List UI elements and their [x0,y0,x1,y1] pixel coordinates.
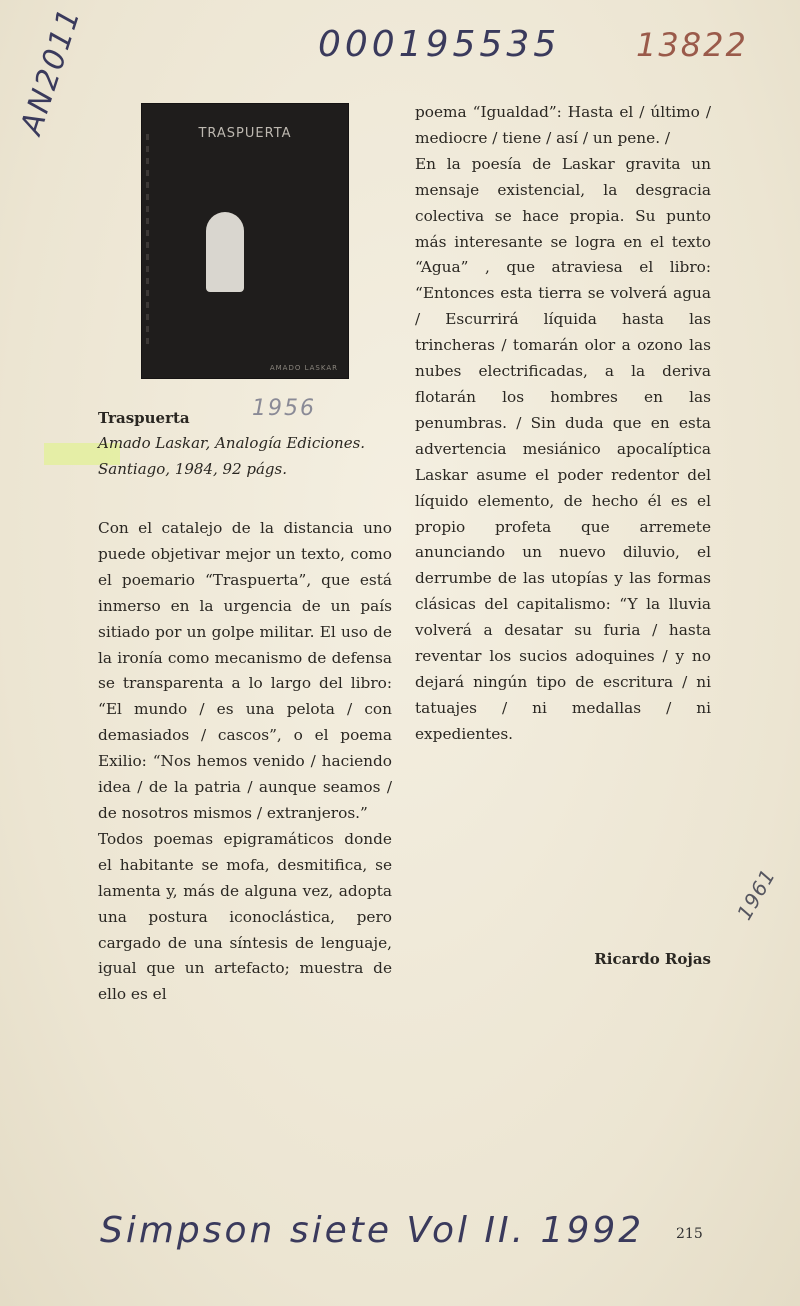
right-paragraph-2: En la poesía de Laskar gravita un mensaje existencial, la desgracia colectiva se hace propia. Su punto más interesante se logra en el texto “Agua” , que atraviesa el libro: “Entonces esta tierra se volverá agua / Escurrirá líquida hasta las trincheras / tomarán olor a ozono las nubes electrificadas, a la deriva flotarán los hombres en las penumbras. / Sin duda que en esta advertencia mesiánico apocalíptica Laskar asume el poder redentor del líquido elemento, de hecho él es el propio profeta que arremete anunciando un nuevo diluvio, el derrumbe de las utopías y las formas clásicas del capitalismo: “Y la lluvia volverá a desatar su furia / hasta reventar los sucios adoquines / y no dejará ningún tipo de escritura / ni tatuajes / ni medallas / ni expedientes. [415,154,711,743]
book-cover-image [142,104,348,378]
right-paragraph-1: poema “Igualdad”: Hasta el / último / mediocre / tiene / así / un pene. / [415,103,711,147]
right-margin-year-handwritten: 1961 [732,864,781,924]
cover-edge-pattern [146,134,149,344]
margin-code-handwritten: AN2011 [14,3,88,139]
cover-title: TRASPUERTA [198,126,292,141]
left-paragraph-1: Con el catalejo de la distancia uno puede objetivar mejor un texto, como el poemario “Traspuerta”, que está inmerso en la urgencia de un país sitiado por un golpe militar. El uso de la ironía como mecanismo de defensa se transparenta a lo largo del libro: “El mundo / es una pelota / con demasiados / cascos”, o el poema Exilio: “Nos hemos venido / haciendo idea / de la patria / aunque seamos / de nosotros mismos / extranjeros.” [98,519,392,822]
book-meta: Amado Laskar, Analogía Ediciones. Santiago, 1984, 92 págs. [98,434,366,478]
catalog-number-handwritten: 000195535 [318,24,561,65]
review-author: Ricardo Rojas [594,950,711,968]
review-left-column [98,516,392,1008]
top-right-number-handwritten: 13822 [636,26,748,64]
review-right-column [415,100,711,748]
page-number: 215 [676,1226,703,1242]
title-year-handwritten: 1956 [252,396,316,421]
cover-author: AMADO LASKAR [269,364,338,372]
cover-arch-shape [206,212,244,292]
left-paragraph-2: Todos poemas epigramáticos donde el habitante se mofa, desmitifica, se lamenta y, más de alguna vez, adopta una postura iconoclástica, pero cargado de una síntesis de lenguaje, igual que un artefacto; muestra de ello es el [98,829,392,1004]
book-title: Traspuerta [98,409,190,427]
footer-handwritten-note: Simpson siete Vol II. 1992 [100,1210,645,1251]
